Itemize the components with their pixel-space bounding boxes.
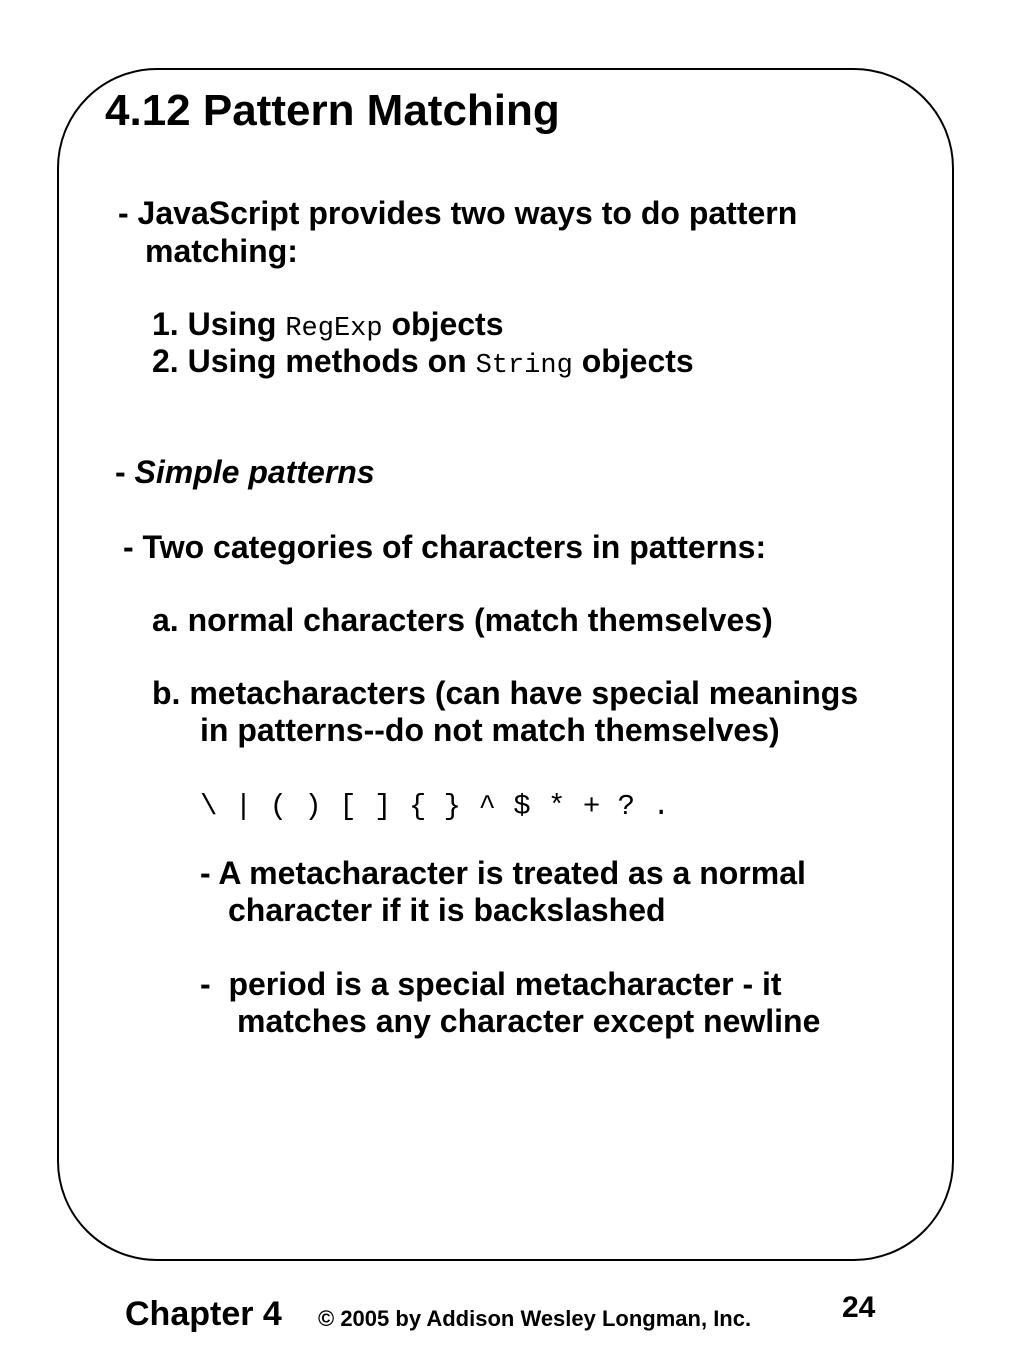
item-b-line-1: b. metacharacters (can have special meanings [152,675,859,711]
way-2-suffix: objects [572,343,694,379]
note-1-line-2: character if it is backslashed [228,892,666,928]
way-1-suffix: objects [382,306,504,342]
way-item-2 [152,345,694,380]
note-1-line-1: - A metacharacter is treated as a normal [200,855,806,891]
categories-line: - Two categories of characters in patterns: [123,529,767,565]
metacharacter-list: \ | ( ) [ ] { } ^ $ * + ? . [200,790,670,823]
intro-line-1: - JavaScript provides two ways to do pattern [118,195,798,231]
regexp-code: RegExp [285,314,383,344]
page-number: 24 [842,1291,876,1324]
way-1-prefix: 1. Using [152,306,286,342]
item-b-line-2: in patterns--do not match themselves) [200,712,780,748]
simple-dash: - [115,454,135,490]
item-a: a. normal characters (match themselves) [152,602,773,638]
note-2-line-1: - period is a special metacharacter - it [200,966,782,1002]
note-2-line-2: matches any character except newline [237,1003,821,1039]
slide-title: 4.12 Pattern Matching [105,86,560,135]
simple-patterns-heading [115,456,375,488]
simple-label: Simple patterns [134,454,375,490]
footer-copyright: © 2005 by Addison Wesley Longman, Inc. [318,1306,752,1331]
intro-line-2: matching: [145,233,298,269]
footer-chapter: Chapter 4 [125,1295,282,1333]
way-item-1 [152,308,504,343]
way-2-prefix: 2. Using methods on [152,343,476,379]
string-code: String [475,351,573,381]
